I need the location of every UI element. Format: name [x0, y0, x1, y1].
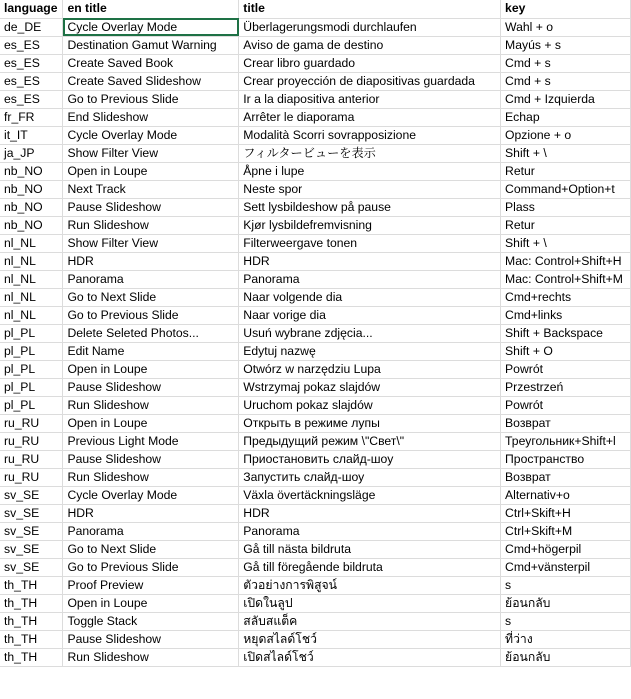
cell-en-title[interactable]: Go to Next Slide	[63, 540, 239, 558]
cell-key[interactable]: Пространство	[501, 450, 631, 468]
cell-key[interactable]: Powrót	[501, 360, 631, 378]
cell-key[interactable]: Ctrl+Skift+M	[501, 522, 631, 540]
cell-en-title[interactable]: Cycle Overlay Mode	[63, 126, 239, 144]
cell-en-title[interactable]: HDR	[63, 252, 239, 270]
cell-title[interactable]: Überlagerungsmodi durchlaufen	[239, 18, 501, 36]
cell-language[interactable]: ru_RU	[0, 450, 63, 468]
cell-language[interactable]: nl_NL	[0, 288, 63, 306]
cell-key[interactable]: Возврат	[501, 468, 631, 486]
cell-language[interactable]: it_IT	[0, 126, 63, 144]
cell-title[interactable]: เปิดในลูป	[239, 594, 501, 612]
cell-key[interactable]: Cmd+rechts	[501, 288, 631, 306]
header-row	[0, 0, 631, 18]
cell-en-title[interactable]: Cycle Overlay Mode	[63, 486, 239, 504]
table-row	[0, 468, 631, 486]
cell-en-title[interactable]: Create Saved Book	[63, 54, 239, 72]
cell-key[interactable]: Wahl + o	[501, 18, 631, 36]
cell-language[interactable]: sv_SE	[0, 522, 63, 540]
cell-title[interactable]: Arrêter le diaporama	[239, 108, 501, 126]
cell-key[interactable]: s	[501, 576, 631, 594]
cell-en-title[interactable]: Open in Loupe	[63, 414, 239, 432]
cell-title[interactable]: สลับสแต็ค	[239, 612, 501, 630]
cell-key[interactable]: Shift + O	[501, 342, 631, 360]
cell-key[interactable]: Mac: Control+Shift+M	[501, 270, 631, 288]
cell-key[interactable]: Cmd+högerpil	[501, 540, 631, 558]
cell-title[interactable]: HDR	[239, 252, 501, 270]
cell-en-title[interactable]: Toggle Stack	[63, 612, 239, 630]
cell-title[interactable]: Приостановить слайд-шоу	[239, 450, 501, 468]
cell-language[interactable]: es_ES	[0, 36, 63, 54]
cell-title[interactable]: Modalità Scorri sovrapposizione	[239, 126, 501, 144]
cell-language[interactable]: nb_NO	[0, 216, 63, 234]
table-row	[0, 288, 631, 306]
cell-language[interactable]: ru_RU	[0, 414, 63, 432]
table-row	[0, 306, 631, 324]
cell-en-title[interactable]: Cycle Overlay Mode	[63, 18, 239, 36]
cell-language[interactable]: th_TH	[0, 612, 63, 630]
table-row	[0, 198, 631, 216]
cell-key[interactable]: Opzione + o	[501, 126, 631, 144]
table-row	[0, 540, 631, 558]
cell-title[interactable]: フィルタービューを表示	[239, 144, 501, 162]
cell-title[interactable]: HDR	[239, 504, 501, 522]
table-row	[0, 360, 631, 378]
cell-language[interactable]: pl_PL	[0, 396, 63, 414]
cell-language[interactable]: sv_SE	[0, 486, 63, 504]
cell-key[interactable]: Plass	[501, 198, 631, 216]
cell-key[interactable]: ที่ว่าง	[501, 630, 631, 648]
cell-title[interactable]: Naar volgende dia	[239, 288, 501, 306]
cell-en-title[interactable]: Panorama	[63, 270, 239, 288]
table-row	[0, 648, 631, 666]
cell-title[interactable]: Предыдущий режим \"Свет\"	[239, 432, 501, 450]
cell-en-title[interactable]: Pause Slideshow	[63, 198, 239, 216]
table-row	[0, 342, 631, 360]
table-row	[0, 432, 631, 450]
cell-en-title[interactable]: Run Slideshow	[63, 216, 239, 234]
cell-title[interactable]: Ir a la diapositiva anterior	[239, 90, 501, 108]
table-row	[0, 414, 631, 432]
cell-title[interactable]: Edytuj nazwę	[239, 342, 501, 360]
cell-key[interactable]: Ctrl+Skift+H	[501, 504, 631, 522]
cell-language[interactable]: pl_PL	[0, 360, 63, 378]
cell-en-title[interactable]: Panorama	[63, 522, 239, 540]
cell-language[interactable]: nl_NL	[0, 270, 63, 288]
cell-key[interactable]: ย้อนกลับ	[501, 594, 631, 612]
cell-title[interactable]: ตัวอย่างการพิสูจน์	[239, 576, 501, 594]
cell-language[interactable]: th_TH	[0, 594, 63, 612]
column-header-en-title[interactable]: en title	[63, 0, 239, 18]
cell-language[interactable]: sv_SE	[0, 558, 63, 576]
table-row	[0, 216, 631, 234]
cell-en-title[interactable]: Open in Loupe	[63, 360, 239, 378]
table-row	[0, 126, 631, 144]
table-row	[0, 378, 631, 396]
cell-language[interactable]: de_DE	[0, 18, 63, 36]
table-row	[0, 612, 631, 630]
cell-title[interactable]: Crear proyección de diapositivas guardada	[239, 72, 501, 90]
cell-key[interactable]: Retur	[501, 216, 631, 234]
cell-en-title[interactable]: Pause Slideshow	[63, 378, 239, 396]
cell-title[interactable]: Aviso de gama de destino	[239, 36, 501, 54]
cell-en-title[interactable]: Run Slideshow	[63, 396, 239, 414]
cell-en-title[interactable]: Open in Loupe	[63, 594, 239, 612]
table-row	[0, 486, 631, 504]
table-row	[0, 396, 631, 414]
cell-language[interactable]: nb_NO	[0, 162, 63, 180]
cell-language[interactable]: th_TH	[0, 648, 63, 666]
column-header-key[interactable]: key	[501, 0, 631, 18]
cell-title[interactable]: Gå till nästa bildruta	[239, 540, 501, 558]
cell-en-title[interactable]: Go to Previous Slide	[63, 306, 239, 324]
cell-language[interactable]: nb_NO	[0, 180, 63, 198]
table-row	[0, 324, 631, 342]
cell-en-title[interactable]: Previous Light Mode	[63, 432, 239, 450]
table-row	[0, 72, 631, 90]
cell-key[interactable]: Alternativ+o	[501, 486, 631, 504]
cell-language[interactable]: ja_JP	[0, 144, 63, 162]
cell-en-title[interactable]: Delete Seleted Photos...	[63, 324, 239, 342]
cell-language[interactable]: sv_SE	[0, 504, 63, 522]
cell-title[interactable]: Åpne i lupe	[239, 162, 501, 180]
cell-title[interactable]: Naar vorige dia	[239, 306, 501, 324]
table-row	[0, 36, 631, 54]
cell-title[interactable]: Crear libro guardado	[239, 54, 501, 72]
table-row	[0, 594, 631, 612]
cell-language[interactable]: pl_PL	[0, 378, 63, 396]
table-row	[0, 576, 631, 594]
cell-title[interactable]: Открыть в режиме лупы	[239, 414, 501, 432]
cell-en-title[interactable]: Show Filter View	[63, 234, 239, 252]
cell-en-title[interactable]: Edit Name	[63, 342, 239, 360]
cell-language[interactable]: es_ES	[0, 90, 63, 108]
cell-language[interactable]: th_TH	[0, 630, 63, 648]
cell-title[interactable]: Sett lysbildeshow på pause	[239, 198, 501, 216]
cell-en-title[interactable]: Proof Preview	[63, 576, 239, 594]
table-row	[0, 270, 631, 288]
cell-title[interactable]: Kjør lysbildefremvisning	[239, 216, 501, 234]
table-row	[0, 108, 631, 126]
cell-language[interactable]: nb_NO	[0, 198, 63, 216]
cell-key[interactable]: ย้อนกลับ	[501, 648, 631, 666]
column-header-language[interactable]: language	[0, 0, 63, 18]
cell-title[interactable]: Otwórz w narzędziu Lupa	[239, 360, 501, 378]
cell-key[interactable]: Echap	[501, 108, 631, 126]
table-row	[0, 234, 631, 252]
table-row	[0, 180, 631, 198]
cell-title[interactable]: Panorama	[239, 270, 501, 288]
table-row	[0, 558, 631, 576]
cell-en-title[interactable]: Run Slideshow	[63, 648, 239, 666]
cell-en-title[interactable]: Show Filter View	[63, 144, 239, 162]
cell-en-title[interactable]: Pause Slideshow	[63, 630, 239, 648]
cell-language[interactable]: pl_PL	[0, 342, 63, 360]
cell-en-title[interactable]: Go to Next Slide	[63, 288, 239, 306]
cell-key[interactable]: Cmd + s	[501, 54, 631, 72]
cell-language[interactable]: sv_SE	[0, 540, 63, 558]
cell-title[interactable]: เปิดสไลด์โชว์	[239, 648, 501, 666]
cell-title[interactable]: Filterweergave tonen	[239, 234, 501, 252]
cell-language[interactable]: nl_NL	[0, 234, 63, 252]
cell-key[interactable]: Command+Option+t	[501, 180, 631, 198]
cell-language[interactable]: th_TH	[0, 576, 63, 594]
table-row	[0, 450, 631, 468]
cell-en-title[interactable]: HDR	[63, 504, 239, 522]
table-row	[0, 54, 631, 72]
table-row	[0, 252, 631, 270]
table-row	[0, 162, 631, 180]
cell-title[interactable]: Uruchom pokaz slajdów	[239, 396, 501, 414]
cell-key[interactable]: Возврат	[501, 414, 631, 432]
cell-language[interactable]: ru_RU	[0, 468, 63, 486]
cell-language[interactable]: es_ES	[0, 54, 63, 72]
cell-en-title[interactable]: Open in Loupe	[63, 162, 239, 180]
table-row	[0, 522, 631, 540]
cell-en-title[interactable]: End Slideshow	[63, 108, 239, 126]
cell-language[interactable]: nl_NL	[0, 306, 63, 324]
cell-title[interactable]: Запустить слайд-шоу	[239, 468, 501, 486]
cell-title[interactable]: Usuń wybrane zdjęcia...	[239, 324, 501, 342]
cell-en-title[interactable]: Go to Previous Slide	[63, 558, 239, 576]
cell-key[interactable]: Cmd + s	[501, 72, 631, 90]
cell-key[interactable]: s	[501, 612, 631, 630]
cell-key[interactable]: Cmd+links	[501, 306, 631, 324]
cell-key[interactable]: Shift + \	[501, 234, 631, 252]
cell-key[interactable]: Przestrzeń	[501, 378, 631, 396]
cell-en-title[interactable]: Next Track	[63, 180, 239, 198]
table-row	[0, 144, 631, 162]
cell-title[interactable]: Wstrzymaj pokaz slajdów	[239, 378, 501, 396]
table-row	[0, 630, 631, 648]
cell-title[interactable]: Gå till föregående bildruta	[239, 558, 501, 576]
cell-key[interactable]: Треугольник+Shift+l	[501, 432, 631, 450]
cell-en-title[interactable]: Go to Previous Slide	[63, 90, 239, 108]
cell-key[interactable]: Shift + Backspace	[501, 324, 631, 342]
cell-key[interactable]: Mayús + s	[501, 36, 631, 54]
cell-key[interactable]: Mac: Control+Shift+H	[501, 252, 631, 270]
cell-en-title[interactable]: Create Saved Slideshow	[63, 72, 239, 90]
column-header-title[interactable]: title	[239, 0, 501, 18]
cell-title[interactable]: Växla övertäckningsläge	[239, 486, 501, 504]
table-row	[0, 18, 631, 36]
cell-key[interactable]: Cmd + Izquierda	[501, 90, 631, 108]
cell-title[interactable]: Panorama	[239, 522, 501, 540]
cell-en-title[interactable]: Run Slideshow	[63, 468, 239, 486]
cell-language[interactable]: ru_RU	[0, 432, 63, 450]
cell-key[interactable]: Retur	[501, 162, 631, 180]
sheet-body	[0, 18, 631, 666]
table-row	[0, 504, 631, 522]
cell-en-title[interactable]: Pause Slideshow	[63, 450, 239, 468]
cell-key[interactable]: Powrót	[501, 396, 631, 414]
cell-language[interactable]: nl_NL	[0, 252, 63, 270]
cell-language[interactable]: fr_FR	[0, 108, 63, 126]
table-row	[0, 90, 631, 108]
cell-language[interactable]: es_ES	[0, 72, 63, 90]
cell-en-title[interactable]: Destination Gamut Warning	[63, 36, 239, 54]
cell-title[interactable]: Neste spor	[239, 180, 501, 198]
cell-key[interactable]: Cmd+vänsterpil	[501, 558, 631, 576]
cell-language[interactable]: pl_PL	[0, 324, 63, 342]
cell-key[interactable]: Shift + \	[501, 144, 631, 162]
cell-title[interactable]: หยุดสไลด์โชว์	[239, 630, 501, 648]
